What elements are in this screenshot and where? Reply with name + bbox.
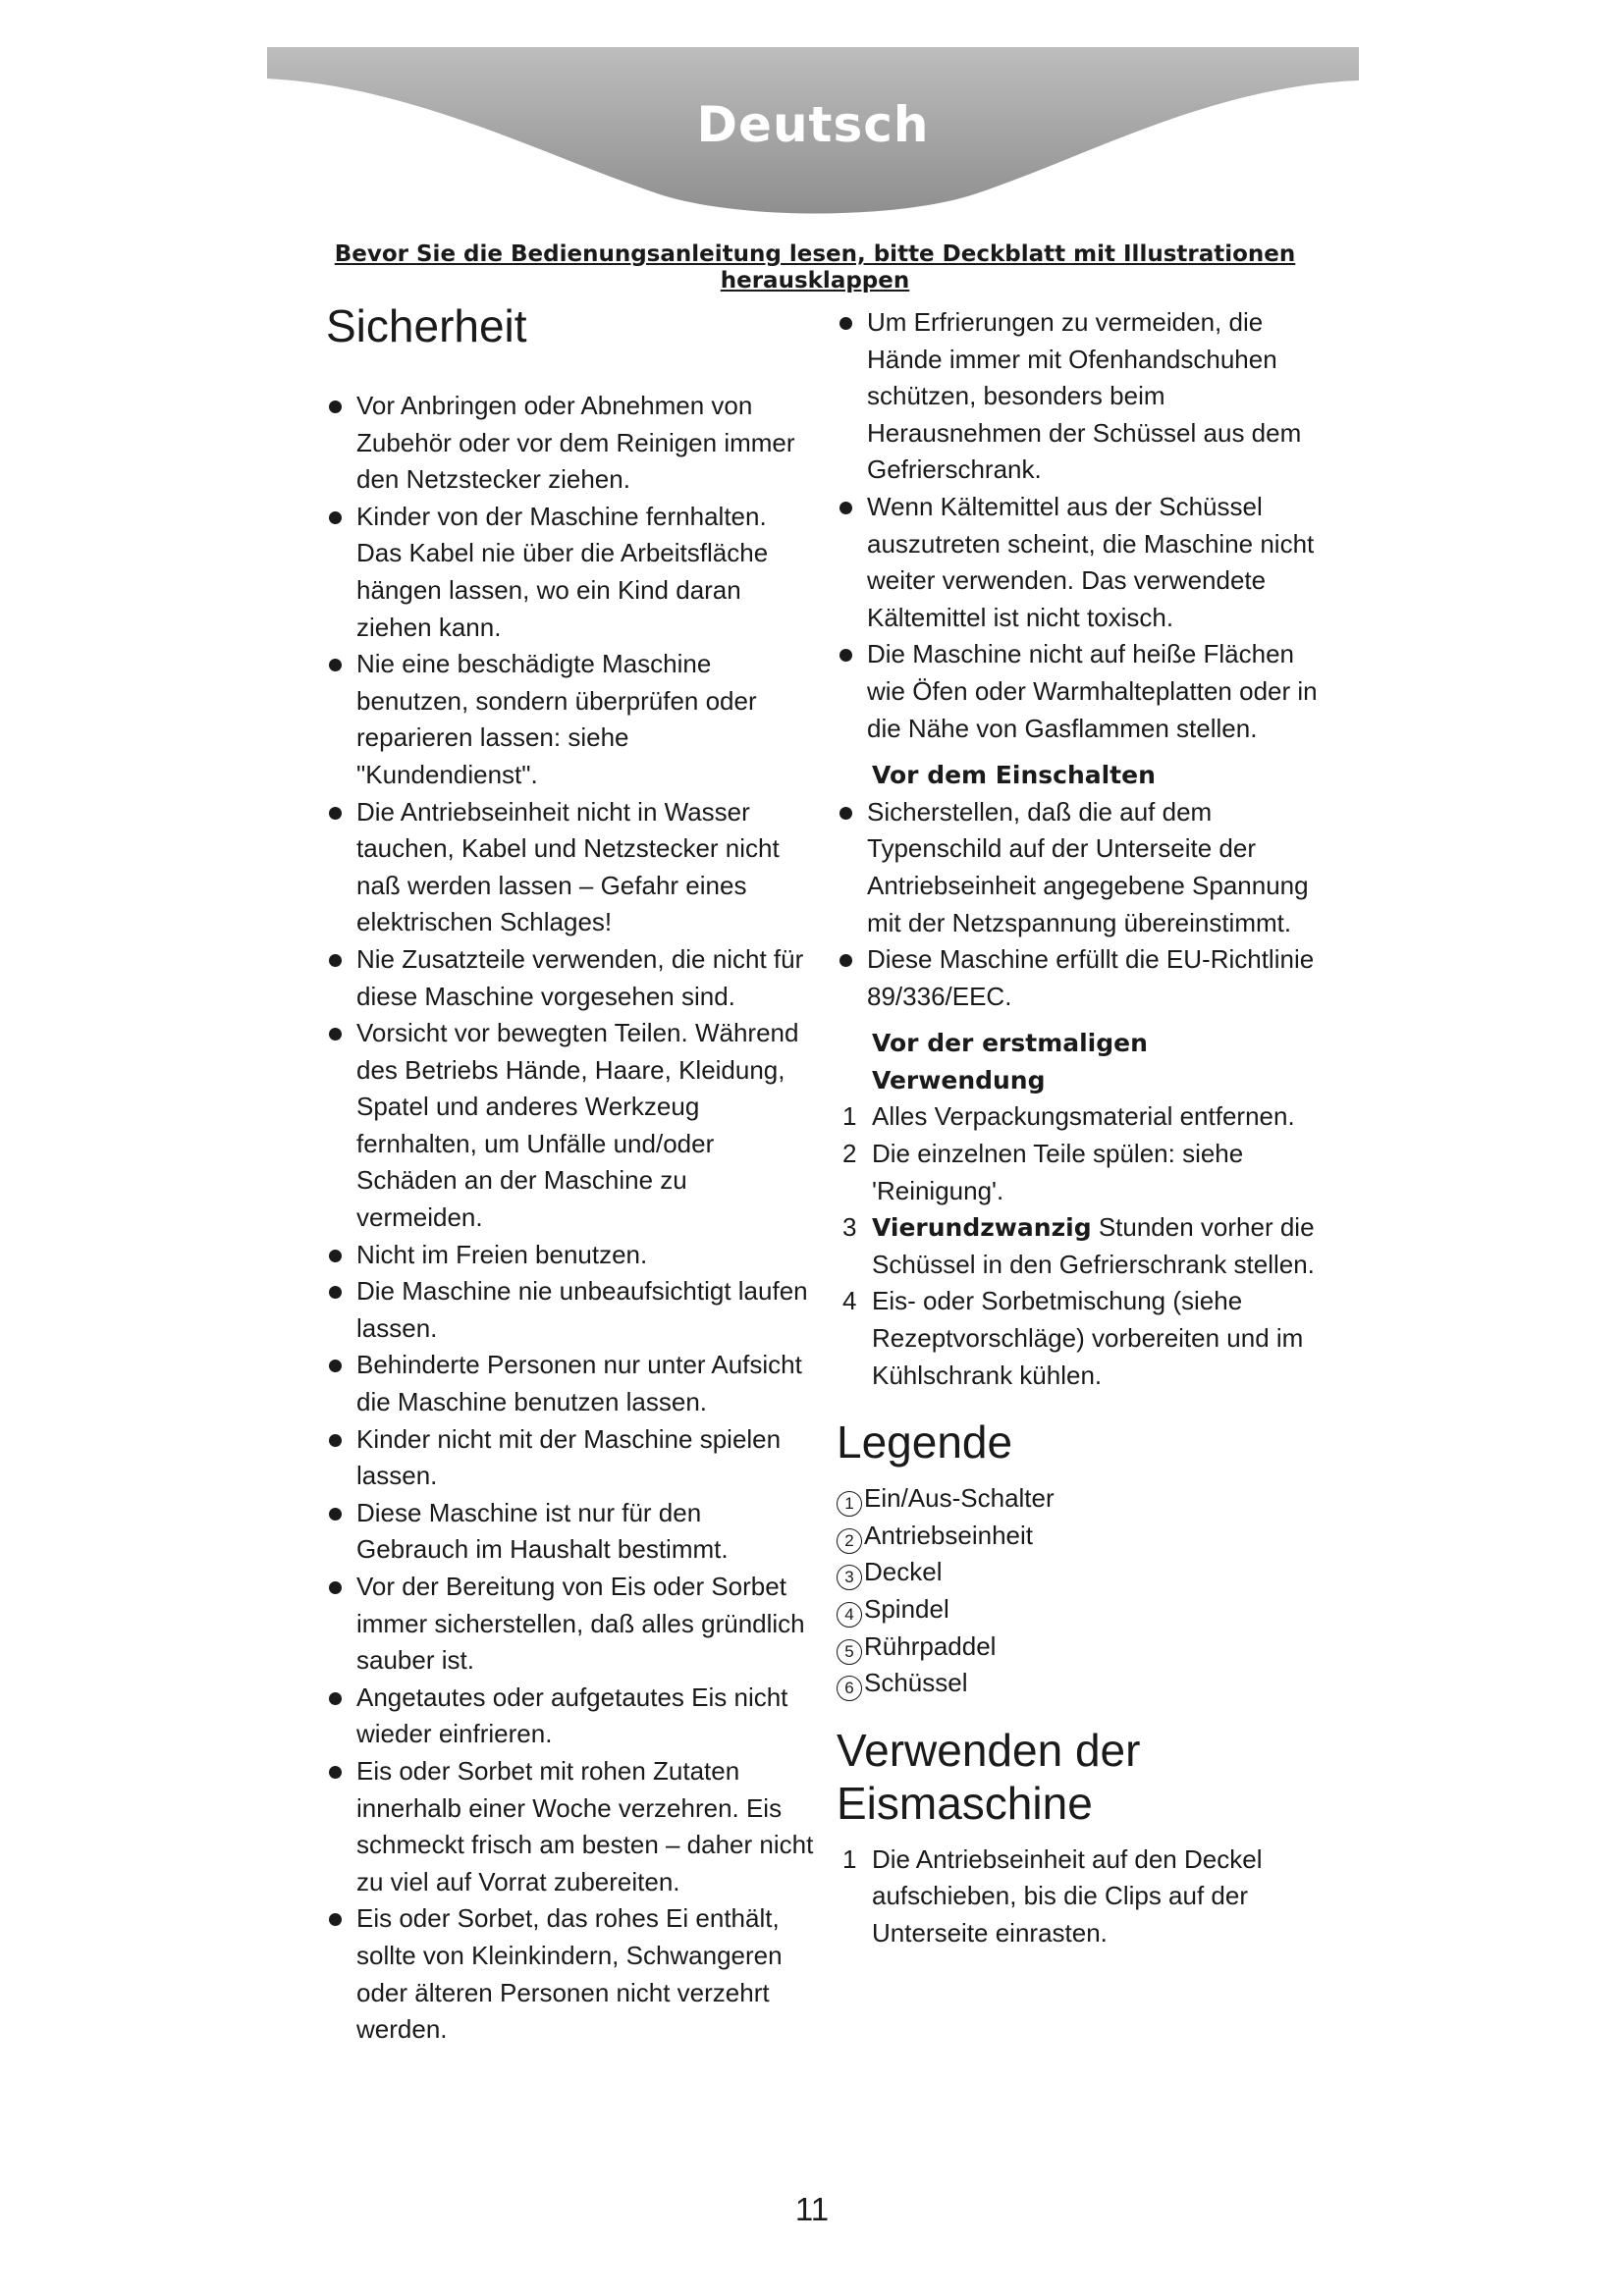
bullet-item — [326, 646, 817, 793]
bullet-text: Diese Maschine erfüllt die EU-Richtlinie 89/336/EEC. — [867, 944, 1315, 1011]
legend-item — [837, 1554, 1327, 1591]
legend-item — [837, 1591, 1327, 1629]
using-steps — [837, 1842, 1327, 1952]
bullet-text: Angetautes oder aufgetautes Eis nicht wieder einfrieren. — [356, 1682, 788, 1749]
bullet-icon — [329, 400, 342, 413]
bullet-icon — [329, 1508, 342, 1521]
bullet-icon — [839, 954, 852, 967]
circled-number-icon: 2 — [837, 1528, 862, 1554]
bullet-item — [326, 1753, 817, 1900]
safety-list-continued — [837, 304, 1327, 747]
bullet-text: Diese Maschine ist nur für den Gebrauch im Haushalt bestimmt. — [356, 1497, 729, 1565]
language-banner — [267, 47, 1359, 229]
section-heading-using: Verwenden der Eismaschine — [837, 1724, 1141, 1829]
bullet-item — [326, 1495, 817, 1569]
step-text: Alles Verpackungsmaterial entfernen. — [872, 1101, 1295, 1132]
bullet-text: Die Maschine nicht auf heiße Flächen wie Öfen oder Warmhalteplatten oder in die Nähe von Gasflammen stellen. — [867, 639, 1318, 743]
bullet-icon — [839, 649, 852, 662]
legend-item — [837, 1518, 1327, 1555]
legend-item — [837, 1629, 1327, 1666]
circled-number-icon: 3 — [837, 1565, 862, 1590]
bullet-text: Vorsicht vor bewegten Teilen. Während des Betriebs Hände, Haare, Kleidung, Spatel und anderes Werkzeug fernhalten, um Unfälle und/oder Schäden an der Maschine zu vermeiden. — [356, 1018, 799, 1233]
bullet-text: Sicherstellen, daß die auf dem Typenschild auf der Unterseite der Antriebseinheit angegebene Spannung mit der Netzspannung übereinstimmt. — [867, 796, 1309, 937]
bullet-icon — [329, 659, 342, 671]
left-column — [326, 299, 817, 2049]
bullet-item — [326, 1680, 817, 1753]
circled-number-icon: 6 — [837, 1676, 862, 1701]
bullet-item — [837, 794, 1327, 941]
fold-out-notice: Bevor Sie die Bedienungsanleitung lesen, bitte Deckblatt mit Illustrationen herausklappen — [334, 241, 1296, 294]
subheading-first-use: Vor der erstmaligen Verwendung — [872, 1029, 1148, 1095]
step-number: 2 — [842, 1139, 857, 1169]
bullet-icon — [839, 502, 852, 514]
bullet-text: Wenn Kältemittel aus der Schüssel auszutreten scheint, die Maschine nicht weiter verwenden. Das verwendete Kältemittel ist nicht toxisch. — [867, 491, 1315, 632]
legend-label: Spindel — [864, 1594, 949, 1624]
bullet-item — [326, 1273, 817, 1347]
legend-item — [837, 1665, 1327, 1702]
bullet-icon — [329, 1766, 342, 1779]
bullet-text: Nicht im Freien benutzen. — [356, 1239, 648, 1269]
bullet-item — [326, 388, 817, 499]
bullet-icon — [329, 1286, 342, 1299]
bullet-item — [326, 794, 817, 941]
legend-list — [837, 1480, 1327, 1702]
step-text: Die Antriebseinheit auf den Deckel aufschieben, bis die Clips auf der Unterseite einrasten. — [872, 1843, 1263, 1948]
bullet-icon — [329, 511, 342, 524]
bullet-text: Vor der Bereitung von Eis oder Sorbet immer sicherstellen, daß alles gründlich sauber ist. — [356, 1572, 805, 1676]
step-number: 3 — [842, 1212, 857, 1243]
legend-label: Rührpaddel — [864, 1630, 997, 1661]
page-number: 11 — [794, 2191, 830, 2227]
bullet-icon — [329, 1434, 342, 1447]
subheading-before-switching-on: Vor dem Einschalten — [872, 761, 1156, 790]
bullet-icon — [329, 1692, 342, 1705]
bullet-text: Um Erfrierungen zu vermeiden, die Hände immer mit Ofenhandschuhen schützen, besonders beim Herausnehmen der Schüssel aus dem Gefrierschrank. — [867, 307, 1302, 485]
bullet-icon — [329, 1360, 342, 1372]
step-item — [837, 1209, 1327, 1283]
step-text: Die einzelnen Teile spülen: siehe 'Reinigung'. — [872, 1139, 1244, 1205]
bullet-text: Die Maschine nie unbeaufsichtigt laufen lassen. — [356, 1276, 808, 1343]
circled-number-icon: 1 — [837, 1491, 862, 1517]
step-text: Stunden vorher die Schüssel in den Gefrierschrank stellen. — [872, 1212, 1315, 1279]
bullet-icon — [839, 807, 852, 820]
step-emphasis: Vierundzwanzig — [872, 1213, 1092, 1243]
section-heading-legend: Legende — [837, 1416, 1013, 1468]
bullet-text: Die Antriebseinheit nicht in Wasser tauchen, Kabel und Netzstecker nicht naß werden lassen – Gefahr eines elektrischen Schlages! — [356, 796, 780, 937]
bullet-item — [326, 1900, 817, 2048]
safety-list — [326, 388, 817, 2049]
bullet-icon — [329, 1581, 342, 1594]
bullet-icon — [329, 1028, 342, 1041]
bullet-icon — [329, 1913, 342, 1926]
step-number: 1 — [842, 1843, 857, 1874]
before-switching-on-list — [837, 794, 1327, 1016]
bullet-item — [326, 1421, 817, 1495]
bullet-icon — [329, 1250, 342, 1262]
bullet-text: Nie Zusatzteile verwenden, die nicht für diese Maschine vorgesehen sind. — [356, 943, 804, 1011]
bullet-item — [326, 1237, 817, 1274]
circled-number-icon: 5 — [837, 1639, 862, 1665]
legend-label: Deckel — [864, 1557, 943, 1587]
bullet-text: Behinderte Personen nur unter Aufsicht die Maschine benutzen lassen. — [356, 1350, 802, 1417]
step-number: 4 — [842, 1286, 857, 1316]
bullet-item — [837, 636, 1327, 747]
legend-item — [837, 1480, 1327, 1518]
bullet-icon — [839, 317, 852, 330]
bullet-text: Vor Anbringen oder Abnehmen von Zubehör oder vor dem Reinigen immer den Netzstecker ziehen. — [356, 391, 795, 495]
bullet-text: Kinder von der Maschine fernhalten. Das Kabel nie über die Arbeitsfläche hängen lassen, wo ein Kind daran ziehen kann. — [356, 501, 769, 642]
step-item — [837, 1842, 1327, 1952]
bullet-text: Eis oder Sorbet mit rohen Zutaten innerhalb einer Woche verzehren. Eis schmeckt frisch am besten – daher nicht zu viel auf Vorrat zubereiten. — [356, 1755, 814, 1896]
bullet-item — [326, 1015, 817, 1237]
legend-label: Schüssel — [864, 1668, 968, 1698]
bullet-item — [837, 941, 1327, 1015]
right-column — [837, 304, 1327, 1952]
bullet-icon — [329, 807, 342, 820]
bullet-item — [837, 489, 1327, 636]
bullet-icon — [329, 954, 342, 967]
step-number: 1 — [842, 1101, 857, 1132]
step-text: Eis- oder Sorbetmischung (siehe Rezeptvorschläge) vorbereiten und im Kühlschrank kühlen. — [872, 1286, 1304, 1390]
first-use-steps — [837, 1098, 1327, 1394]
bullet-item — [326, 499, 817, 646]
section-heading-safety: Sicherheit — [326, 300, 527, 351]
step-item — [837, 1283, 1327, 1394]
language-title: Deutsch — [696, 96, 930, 153]
bullet-item — [326, 1347, 817, 1420]
circled-number-icon: 4 — [837, 1602, 862, 1628]
bullet-item — [837, 304, 1327, 489]
bullet-text: Eis oder Sorbet, das rohes Ei enthält, sollte von Kleinkindern, Schwangeren oder älteren Personen nicht verzehrt werden. — [356, 1903, 783, 2045]
bullet-item — [326, 1569, 817, 1680]
step-item — [837, 1136, 1327, 1209]
step-item — [837, 1098, 1327, 1136]
bullet-item — [326, 941, 817, 1015]
bullet-text: Kinder nicht mit der Maschine spielen lassen. — [356, 1423, 782, 1491]
bullet-text: Nie eine beschädigte Maschine benutzen, sondern überprüfen oder reparieren lassen: siehe "Kundendienst". — [356, 649, 757, 789]
legend-label: Antriebseinheit — [864, 1520, 1033, 1550]
legend-label: Ein/Aus-Schalter — [864, 1483, 1055, 1514]
